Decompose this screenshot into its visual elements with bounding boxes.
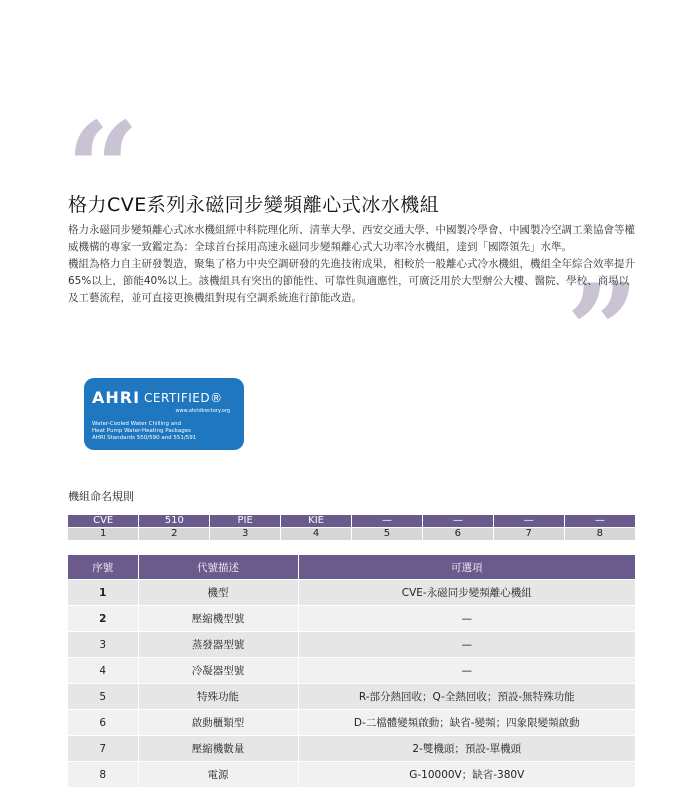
row-no: 6 (68, 710, 138, 736)
row-option: D-二檔體變頻啟動；缺省-變頻；四象限變頻啟動 (298, 710, 635, 736)
paragraph-1: 格力永磁同步變頻離心式冰水機組經中科院理化所、清華大學、西安交通大學、中國製冷學會、中國製冷空調工業協會等權威機構的專家一致鑑定為：全球首台採用高速永磁同步變頻離心式大功率冷水機組，達到「國際領先」水準。 (68, 224, 635, 253)
row-option: — (298, 632, 635, 658)
code-cell: — (564, 515, 635, 528)
code-number-cell: 3 (210, 528, 281, 541)
table-row (68, 632, 635, 658)
code-cell: CVE (68, 515, 139, 528)
row-no: 5 (68, 684, 138, 710)
code-number-cell: 1 (68, 528, 139, 541)
code-number-cell: 4 (281, 528, 352, 541)
paragraph-2: 機組為格力自主研發製造，聚集了格力中央空調研發的先進技術成果，相較於一般離心式冷水機組，機組全年綜合效率提升65%以上，節能40%以上。該機組具有突出的節能性、可靠性與適應性，可廣泛用於大型辦公大樓、醫院、學校、商場以及工藝流程，並可直接更換機組對現有空調系統進行節能改造。 (68, 258, 635, 304)
table-row (68, 710, 635, 736)
row-option: G-10000V；缺省-380V (298, 762, 635, 788)
row-desc: 特殊功能 (138, 684, 298, 710)
ahri-logo: AHRI (92, 388, 141, 407)
options-table (68, 555, 635, 787)
ahri-certified-text: CERTIFIED® (144, 390, 223, 405)
row-desc: 壓縮機數量 (138, 736, 298, 762)
row-option: 2-雙機頭；預設-單機頭 (298, 736, 635, 762)
row-option: — (298, 658, 635, 684)
table-row (68, 762, 635, 788)
code-cell: KIE (281, 515, 352, 528)
close-quote-mark: ” (566, 257, 640, 407)
model-code-table (68, 515, 635, 540)
row-desc: 機型 (138, 580, 298, 606)
code-number-cell: 5 (352, 528, 423, 541)
table-row (68, 580, 635, 606)
header-no: 序號 (68, 555, 138, 580)
row-desc: 電源 (138, 762, 298, 788)
code-number-row (68, 528, 635, 541)
ahri-line: Heat Pump Water-Heating Packages (92, 428, 191, 434)
ahri-line: Water-Cooled Water Chilling and (92, 421, 182, 427)
row-no: 2 (68, 606, 138, 632)
table-row (68, 658, 635, 684)
open-quote-mark: “ (66, 95, 140, 245)
header-desc: 代號描述 (138, 555, 298, 580)
code-number-cell: 8 (564, 528, 635, 541)
ahri-standards (84, 421, 244, 442)
code-cell: 510 (139, 515, 210, 528)
code-number-cell: 2 (139, 528, 210, 541)
table-row (68, 606, 635, 632)
code-cell: — (352, 515, 423, 528)
ahri-url: www.ahridirectory.org (175, 408, 230, 414)
code-cell: — (422, 515, 493, 528)
row-desc: 壓縮機型號 (138, 606, 298, 632)
row-option: CVE-永磁同步變頻離心機組 (298, 580, 635, 606)
code-number-cell: 6 (422, 528, 493, 541)
page-title: 格力CVE系列永磁同步變頻離心式冰水機組 (68, 194, 440, 216)
row-no: 8 (68, 762, 138, 788)
options-header-row (68, 555, 635, 580)
description (68, 222, 638, 307)
table-row (68, 736, 635, 762)
row-option: R-部分熱回收；Q-全熱回收；預設-無特殊功能 (298, 684, 635, 710)
row-no: 7 (68, 736, 138, 762)
row-desc: 冷凝器型號 (138, 658, 298, 684)
header-option: 可選項 (298, 555, 635, 580)
ahri-line: AHRI Standards 550/590 and 551/591 (92, 435, 197, 441)
row-no: 4 (68, 658, 138, 684)
row-option: — (298, 606, 635, 632)
naming-rule-title: 機組命名規則 (68, 490, 134, 503)
row-desc: 蒸發器型號 (138, 632, 298, 658)
row-no: 1 (68, 580, 138, 606)
code-row (68, 515, 635, 528)
row-no: 3 (68, 632, 138, 658)
code-number-cell: 7 (493, 528, 564, 541)
table-row (68, 684, 635, 710)
ahri-certified-badge (84, 378, 244, 450)
row-desc: 啟動櫃類型 (138, 710, 298, 736)
code-cell: PIE (210, 515, 281, 528)
code-cell: — (493, 515, 564, 528)
